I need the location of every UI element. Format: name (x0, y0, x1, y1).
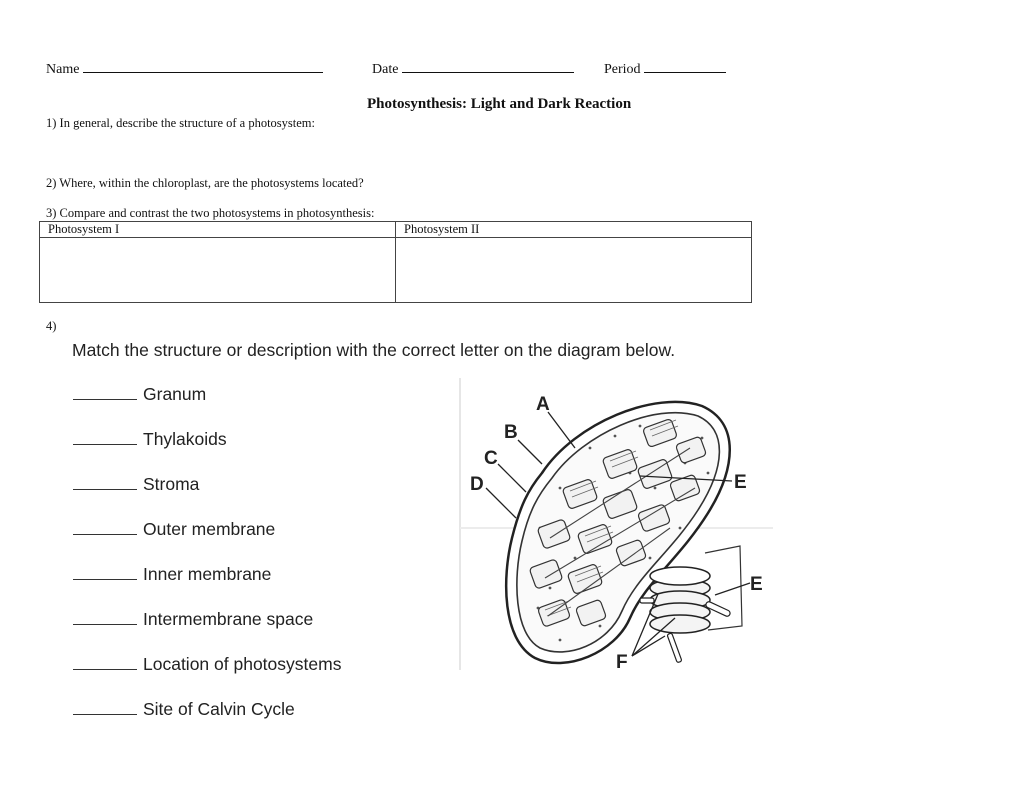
diagram-label-d: D (470, 474, 484, 495)
diagram-label-e: E (734, 472, 747, 493)
period-blank[interactable] (644, 60, 726, 73)
matching-item-label: Outer membrane (143, 519, 276, 539)
period-label: Period (604, 62, 641, 77)
list-item (73, 654, 341, 699)
list-item (73, 519, 341, 564)
matching-item-label: Intermembrane space (143, 609, 314, 629)
table-cell-photosystem-1[interactable] (40, 238, 396, 303)
answer-blank[interactable] (73, 714, 137, 715)
table-header-photosystem-2: Photosystem II (396, 222, 752, 238)
list-item (73, 609, 341, 654)
table-cell-photosystem-2[interactable] (396, 238, 752, 303)
diagram-label-e-detail: E (750, 574, 763, 595)
answer-blank[interactable] (73, 579, 137, 580)
name-label: Name (46, 62, 80, 77)
matching-item-label: Thylakoids (143, 429, 227, 449)
list-item (73, 474, 341, 519)
matching-list (73, 384, 341, 744)
matching-item-label: Location of photosystems (143, 654, 342, 674)
date-field[interactable] (372, 60, 574, 78)
date-label: Date (372, 62, 399, 77)
answer-blank[interactable] (73, 489, 137, 490)
table-header-photosystem-1: Photosystem I (40, 222, 396, 238)
diagram-label-a: A (536, 394, 550, 415)
list-item (73, 699, 341, 744)
period-field[interactable] (604, 60, 726, 78)
answer-blank[interactable] (73, 399, 137, 400)
question-1: 1) In general, describe the structure of a photosystem: (46, 116, 316, 130)
date-blank[interactable] (402, 60, 574, 73)
comparison-table (39, 221, 752, 303)
diagram-label-f: F (616, 652, 628, 673)
name-blank[interactable] (83, 60, 323, 73)
list-item (73, 384, 341, 429)
diagram-label-c: C (484, 448, 498, 469)
question-3: 3) Compare and contrast the two photosystems in photosynthesis: (46, 206, 375, 220)
answer-blank[interactable] (73, 669, 137, 670)
question-4: 4) (46, 319, 57, 333)
question-2: 2) Where, within the chloroplast, are the photosystems located? (46, 176, 364, 190)
answer-blank[interactable] (73, 534, 137, 535)
matching-item-label: Granum (143, 384, 207, 404)
matching-instruction: Match the structure or description with the correct letter on the diagram below. (72, 340, 676, 360)
matching-item-label: Stroma (143, 474, 200, 494)
diagram-label-b: B (504, 422, 518, 443)
worksheet-title: Photosynthesis: Light and Dark Reaction (367, 96, 632, 112)
matching-item-label: Inner membrane (143, 564, 272, 584)
name-field[interactable] (46, 60, 323, 78)
list-item (73, 564, 341, 609)
chloroplast-diagram (440, 378, 780, 678)
answer-blank[interactable] (73, 444, 137, 445)
matching-item-label: Site of Calvin Cycle (143, 699, 295, 719)
list-item (73, 429, 341, 474)
answer-blank[interactable] (73, 624, 137, 625)
